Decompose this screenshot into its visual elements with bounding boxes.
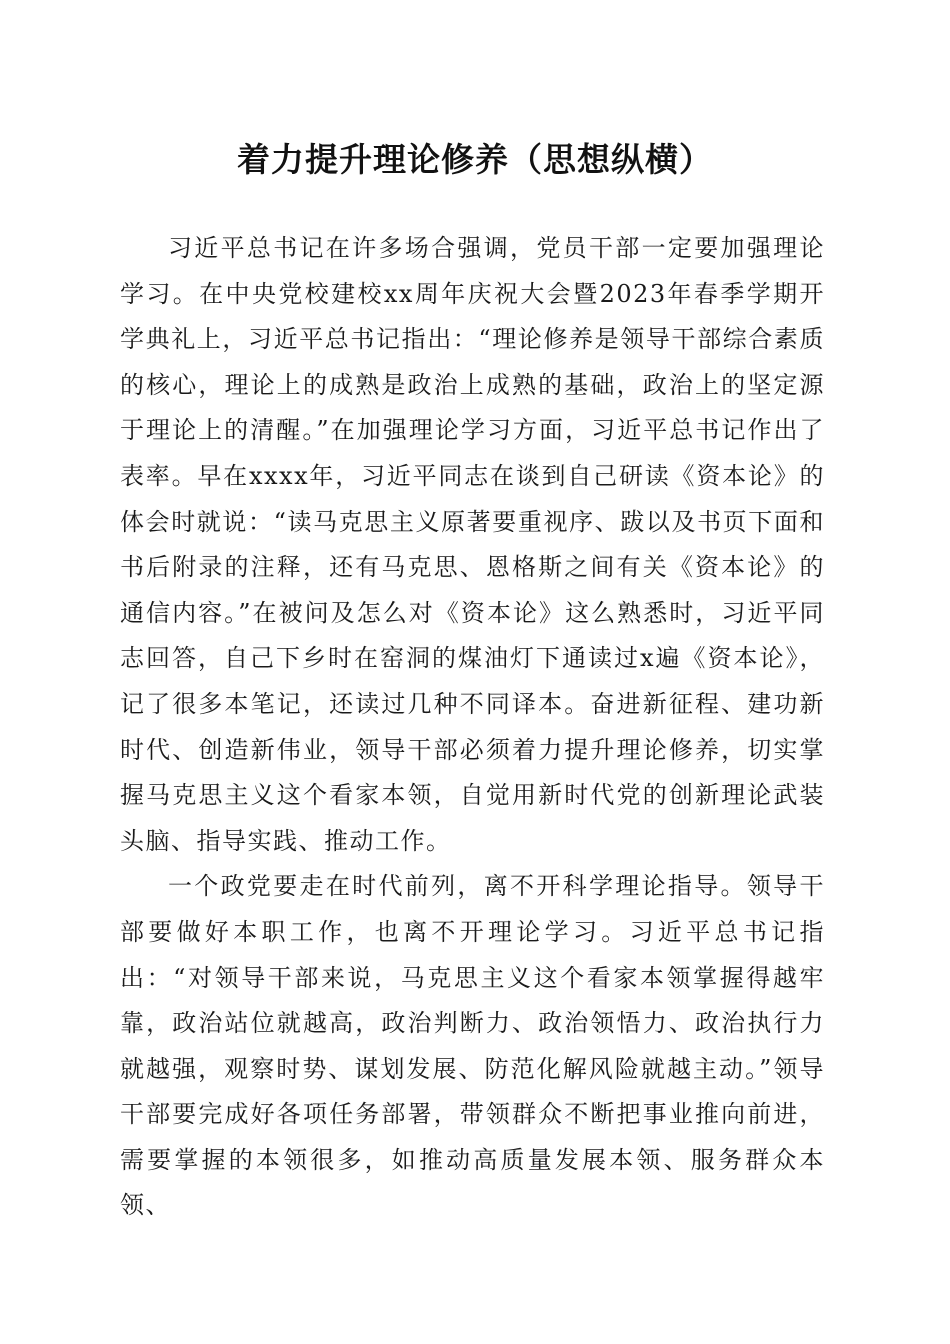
- paragraph-2: 一个政党要走在时代前列，离不开科学理论指导。领导干部要做好本职工作，也离不开理论学习。习近平总书记指出：“对领导干部来说，马克思主义这个看家本领掌握得越牢靠，政治站位就越高，政治判断力、政治领悟力、政治执行力就越强，观察时势、谋划发展、防范化解风险就越主动。”领导干部要完成好各项任务部署，带领群众不断把事业推向前进，需要掌握的本领很多，如推动高质量发展本领、服务群众本领、: [120, 872, 825, 1220]
- document-title: 着力提升理论修养（思想纵横）: [237, 140, 713, 179]
- paragraph-1: 习近平总书记在许多场合强调，党员干部一定要加强理论学习。在中央党校建校xx周年庆祝大会暨2023年春季学期开学典礼上，习近平总书记指出：“理论修养是领导干部综合素质的核心，理论上的成熟是政治上成熟的基础，政治上的坚定源于理论上的清醒。”在加强理论学习方面，习近平总书记作出了表率。早在xxxx年，习近平同志在谈到自己研读《资本论》的体会时就说：“读马克思主义原著要重视序、跋以及书页下面和书后附录的注释，还有马克思、恩格斯之间有关《资本论》的通信内容。”在被问及怎么对《资本论》这么熟悉时，习近平同志回答，自己下乡时在窑洞的煤油灯下通读过x遍《资本论》，记了很多本笔记，还读过几种不同译本。奋进新征程、建功新时代、创造新伟业，领导干部必须着力提升理论修养，切实掌握马克思主义这个看家本领，自觉用新时代党的创新理论武装头脑、指导实践、推动工作。: [120, 234, 825, 855]
- document-body: [120, 226, 825, 1229]
